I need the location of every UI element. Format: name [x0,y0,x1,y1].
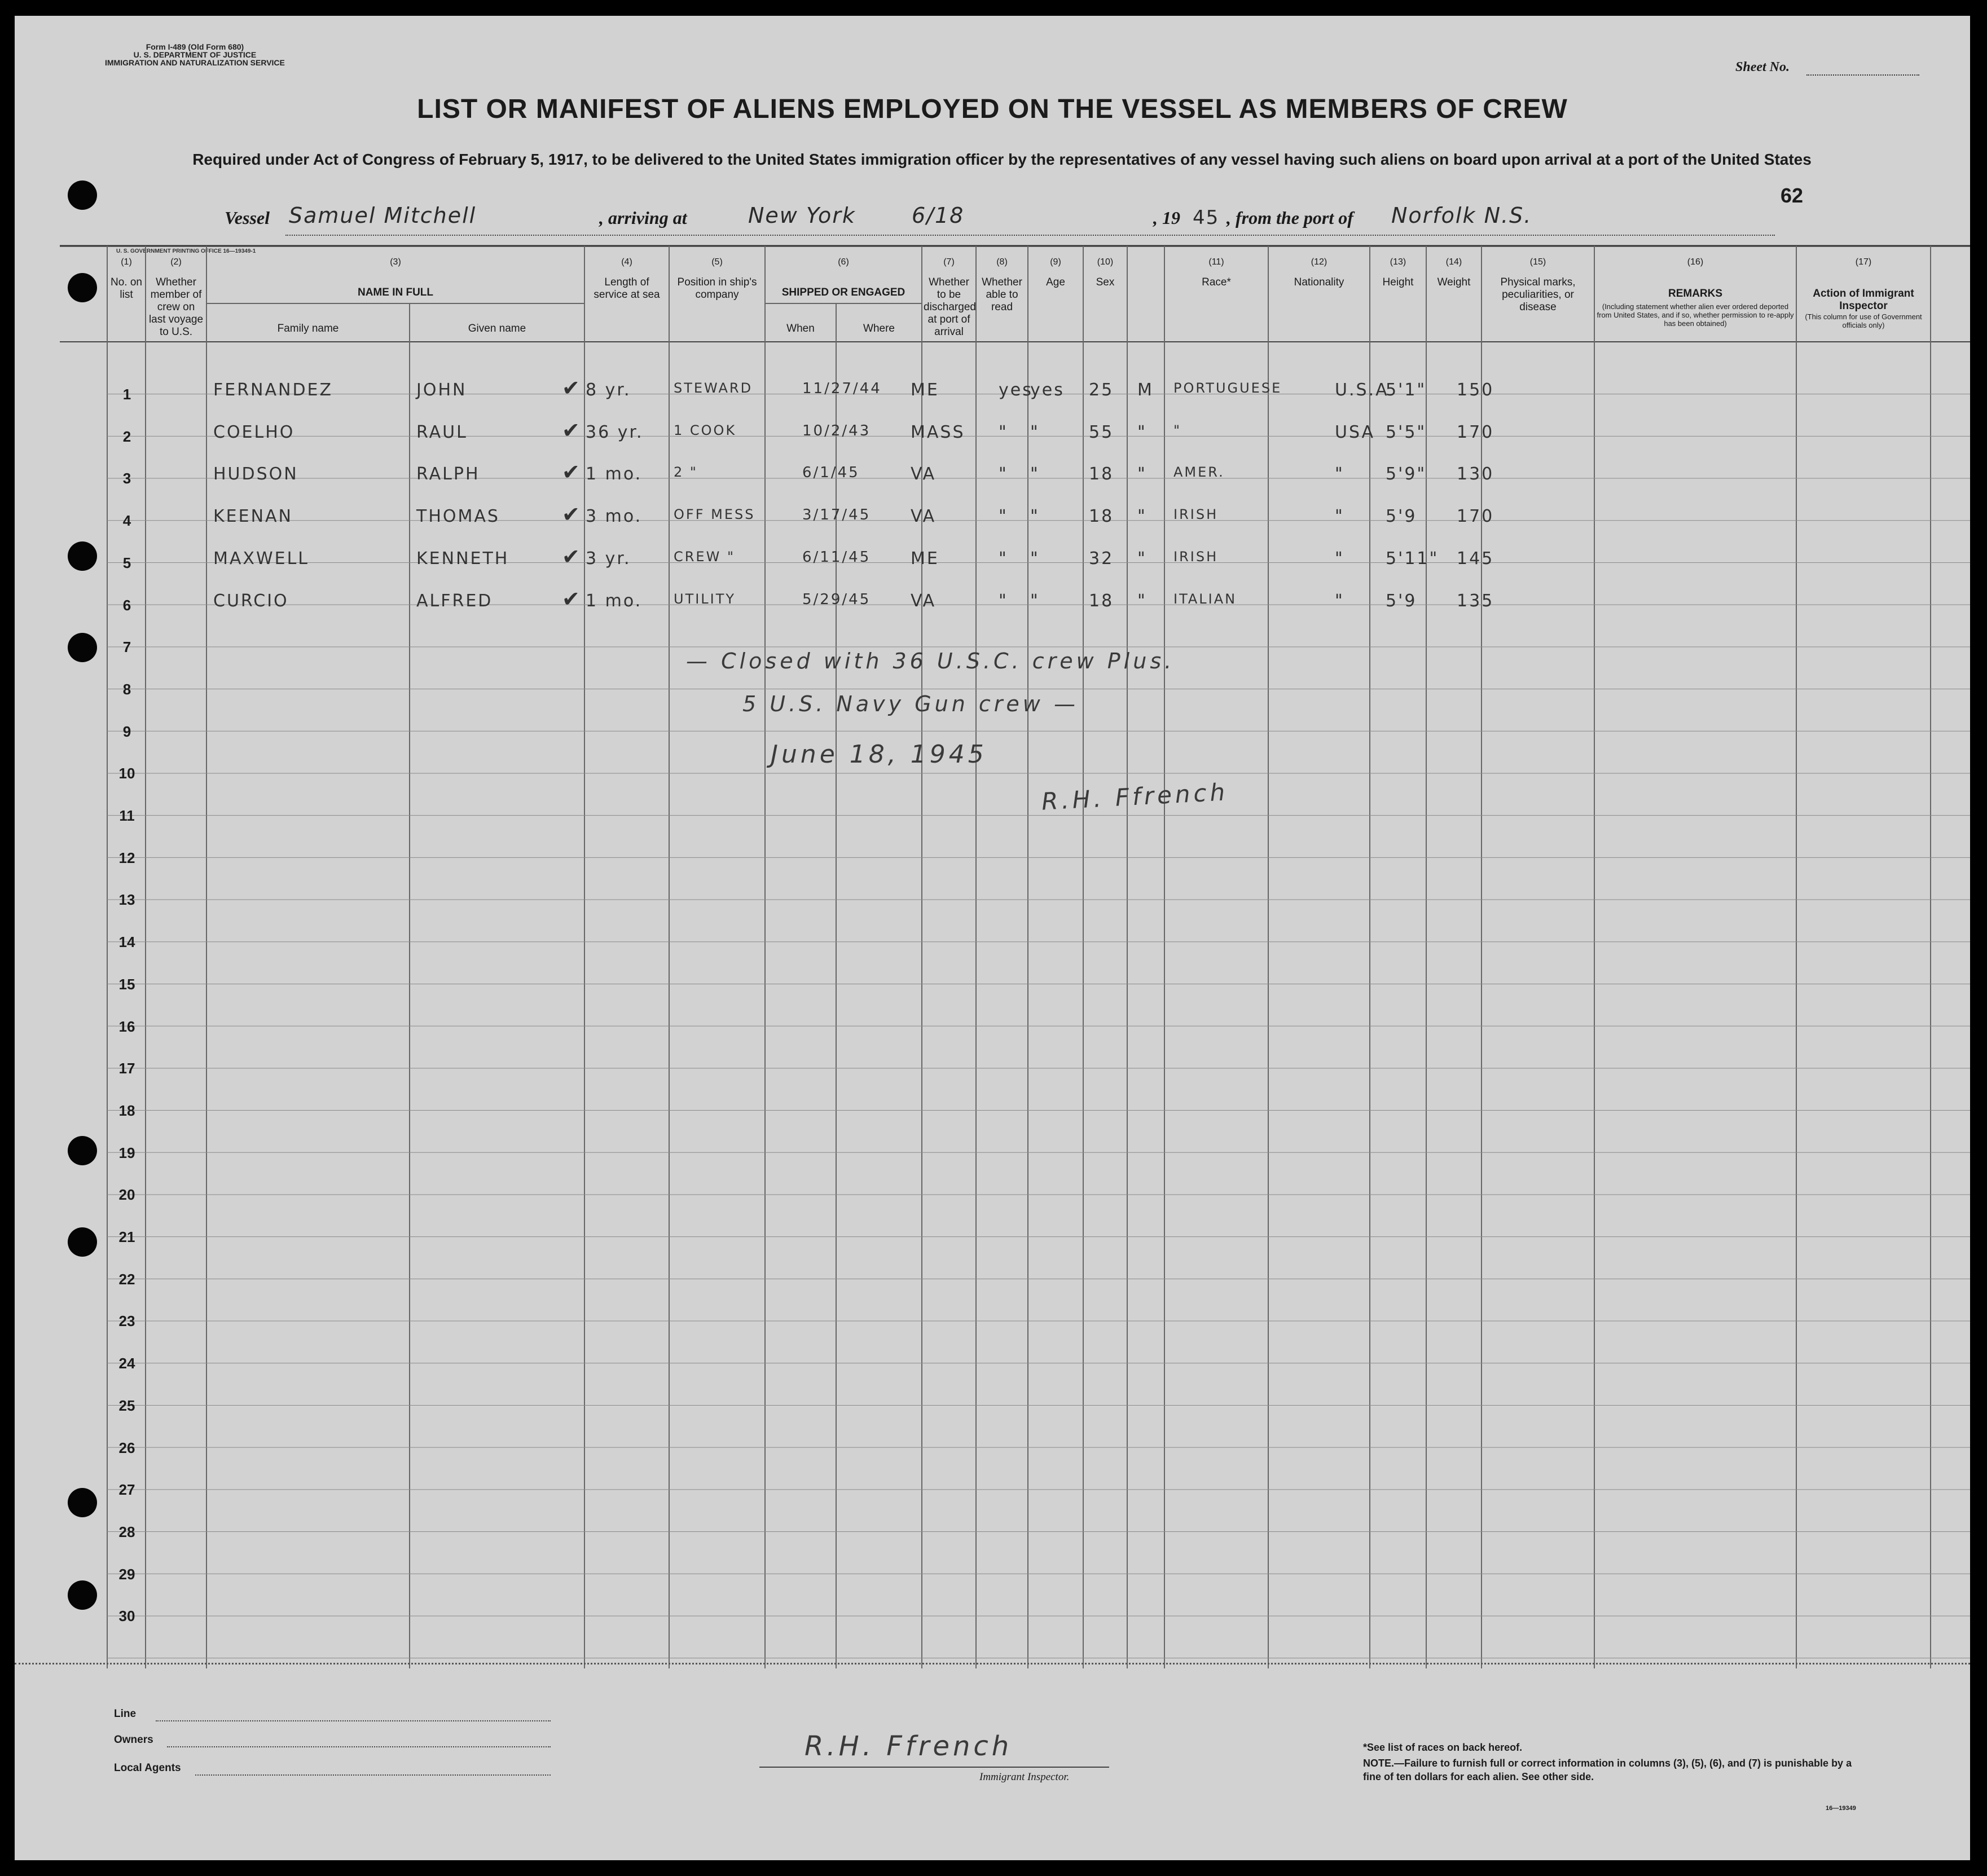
column-number: (1) [121,257,132,267]
row-number: 16 [118,1018,135,1035]
column-header-label: Action of Immigrant Inspector [1813,288,1914,312]
row-number: 23 [118,1313,135,1330]
cell-race: ITALIAN [1173,591,1237,607]
column-header-label: Age [1046,276,1065,288]
cell-age: 32 [1089,548,1114,569]
cell-nationality: " [1335,464,1344,485]
footer-local-agents-label: Local Agents [114,1762,181,1774]
cell-to-be-discharged: " [999,507,1008,527]
footer-form-code: 16—19349 [1826,1805,1856,1812]
vessel-label: Vessel [225,208,270,228]
form-number: Form I-489 (Old Form 680) [146,42,244,51]
cell-shipped-where: VA [911,507,937,527]
cell-position: STEWARD [674,380,753,396]
cell-shipped-where: ME [911,380,939,400]
column-header-label: Whether able to read [982,276,1022,313]
row-number: 2 [122,428,131,445]
cell-height: 5'1" [1386,380,1427,400]
row-number: 22 [118,1270,135,1288]
column-header-label: Whether member of crew on last voyage to U.S. [148,276,204,338]
cell-given-name: KENNETH [416,548,509,569]
inspector-signature: R.H. Ffrench [805,1730,1013,1762]
check-mark-icon: ✔ [562,460,582,485]
closing-note-2: 5 U.S. Navy Gun crew — [742,692,1079,716]
cell-given-name: RAUL [416,422,468,442]
column-header-label: NAME IN FULL [357,287,434,298]
cell-shipped-where: VA [911,464,937,485]
cell-race: AMER. [1173,464,1225,481]
cell-length-of-service: 36 yr. [586,422,644,442]
cell-length-of-service: 1 mo. [586,591,643,611]
row-number: 30 [118,1608,135,1625]
cell-shipped-when: 11/27/44 [802,380,882,397]
cell-nationality: U.S.A [1335,380,1389,400]
cell-to-be-discharged: " [999,464,1008,485]
check-mark-icon: ✔ [562,586,582,611]
row-number: 29 [118,1565,135,1583]
row-number: 10 [118,765,135,782]
column-header-label: REMARKS [1668,288,1723,300]
column-header-label: Nationality [1294,276,1344,288]
column-number: (3) [390,257,401,267]
cell-position: CREW " [674,548,735,565]
cell-shipped-when: 10/2/43 [802,422,871,439]
footer-owners-label: Owners [114,1734,153,1746]
page-number: 62 [1781,184,1804,207]
cell-nationality: USA [1335,422,1375,442]
cell-weight: 170 [1457,422,1494,442]
cell-sex: " [1137,464,1147,485]
arriving-label: , arriving at [599,208,687,228]
cell-family-name: COELHO [213,422,295,442]
row-number: 9 [122,723,131,740]
column-number: (2) [170,257,182,267]
cell-able-to-read: " [1030,507,1040,527]
cell-sex: " [1137,591,1147,611]
from-port-label: , from the port of [1227,208,1353,228]
check-mark-icon: ✔ [562,502,582,527]
column-header-label: Length of service at sea [594,276,660,301]
cell-shipped-when: 6/11/45 [802,548,871,566]
cell-age: 18 [1089,507,1114,527]
column-number: (7) [943,257,955,267]
column-header-label: Physical marks, peculiarities, or disease [1500,276,1576,313]
cell-height: 5'9" [1386,464,1427,485]
cell-race: IRISH [1173,548,1219,565]
cell-to-be-discharged: yes [999,380,1033,400]
cell-position: 1 COOK [674,422,737,438]
page-subtitle: Required under Act of Congress of February 5, 1917, to be delivered to the United States immigration officer by the representatives of any vessel having such aliens on board upon arrival at a port of the United States [192,151,1812,168]
cell-family-name: FERNANDEZ [213,380,333,400]
row-number: 3 [122,470,131,487]
row-number: 25 [118,1397,135,1414]
department-name: U. S. DEPARTMENT OF JUSTICE [133,50,257,59]
column-subheader: When [786,323,815,334]
cell-length-of-service: 3 mo. [586,507,643,527]
column-number: (13) [1390,257,1406,267]
column-number: (14) [1445,257,1462,267]
cell-sex: " [1137,507,1147,527]
cell-able-to-read: " [1030,548,1040,569]
cell-family-name: MAXWELL [213,548,310,569]
column-header-label: Height [1382,276,1414,288]
cell-shipped-when: 3/17/45 [802,507,871,524]
cell-given-name: RALPH [416,464,480,485]
cell-weight: 150 [1457,380,1494,400]
column-number: (11) [1208,257,1224,267]
column-number: (15) [1529,257,1546,267]
column-header-label: Sex [1096,276,1115,288]
column-subheader: Where [863,323,895,334]
column-header-label: SHIPPED OR ENGAGED [781,287,905,298]
footnote-note: NOTE.—Failure to furnish full or correct information in columns (3), (5), (6), and (7) is punishable by a fine of ten dollars for each alien. See other side. [1363,1758,1852,1782]
signature-mid: R.H. Ffrench [1040,778,1229,816]
cell-height: 5'9 [1386,591,1417,611]
check-mark-icon: ✔ [562,376,582,400]
column-header-note: (This column for use of Government officials only) [1805,312,1922,329]
row-number: 11 [119,807,135,824]
cell-given-name: THOMAS [416,507,500,527]
row-number: 19 [118,1144,135,1161]
manifest-sheet [15,16,1970,1860]
cell-weight: 135 [1457,591,1494,611]
row-number: 1 [122,386,131,403]
cell-shipped-where: VA [911,591,937,611]
cell-to-be-discharged: " [999,548,1008,569]
from-port: Norfolk N.S. [1391,203,1532,228]
cell-shipped-when: 5/29/45 [802,591,871,608]
cell-able-to-read: yes [1030,380,1065,400]
cell-to-be-discharged: " [999,591,1008,611]
column-number: (10) [1097,257,1114,267]
cell-age: 55 [1089,422,1114,442]
row-number: 6 [122,596,131,614]
cell-race: IRISH [1173,507,1219,523]
cell-position: OFF MESS [674,507,755,523]
column-number: (6) [838,257,849,267]
cell-length-of-service: 1 mo. [586,464,643,485]
cell-sex: M [1137,380,1154,400]
cell-height: 5'9 [1386,507,1417,527]
cell-shipped-where: MASS [911,422,965,442]
row-number: 8 [122,680,131,698]
cell-able-to-read: " [1030,591,1040,611]
cell-position: UTILITY [674,591,736,607]
row-number: 5 [122,554,131,571]
check-mark-icon: ✔ [562,544,582,569]
row-number: 24 [118,1355,135,1372]
check-mark-icon: ✔ [562,417,582,443]
column-subheader: Family name [277,323,339,334]
cell-given-name: JOHN [416,380,467,400]
arrival-year: 45 [1193,206,1220,229]
cell-family-name: CURCIO [213,591,289,611]
column-header-note: (Including statement whether alien ever ordered deported from United States, and if so, whether permission to re-apply has been obtained) [1597,302,1794,328]
vessel-name: Samuel Mitchell [289,203,477,228]
inspector-signature-line [759,1767,1109,1768]
column-header-label: No. on list [111,276,142,301]
cell-age: 18 [1089,464,1114,485]
column-number: (9) [1050,257,1061,267]
row-number: 21 [118,1228,135,1245]
row-number: 14 [118,933,135,951]
sheet-no-label: Sheet No. [1735,60,1790,74]
closing-note-3: June 18, 1945 [771,740,987,769]
row-number: 7 [122,638,131,656]
column-number: (8) [996,257,1008,267]
row-number: 18 [118,1102,135,1119]
service-name: IMMIGRATION AND NATURALIZATION SERVICE [105,58,285,67]
cell-able-to-read: " [1030,464,1040,485]
cell-length-of-service: 3 yr. [586,548,631,569]
row-number: 20 [118,1186,135,1204]
column-header-label: Whether to be discharged at port of arrival [924,276,976,338]
cell-weight: 170 [1457,507,1494,527]
row-number: 15 [118,975,135,993]
footer-line-label: Line [114,1708,137,1720]
column-number: (12) [1311,257,1327,267]
cell-age: 18 [1089,591,1114,611]
cell-given-name: ALFRED [416,591,493,611]
line-underline [156,1720,551,1721]
cell-height: 5'11" [1386,548,1439,569]
column-header-label: Weight [1437,276,1471,288]
cell-family-name: KEENAN [213,507,293,527]
column-subheader: Given name [468,323,526,334]
cell-weight: 130 [1457,464,1494,485]
cell-able-to-read: " [1030,422,1040,442]
cell-sex: " [1137,548,1147,569]
owners-underline [167,1746,551,1747]
column-header-label: Race* [1202,276,1231,288]
cell-position: 2 " [674,464,698,481]
arrival-date: 6/18 [912,203,965,228]
arriving-at: New York [748,203,856,228]
cell-nationality: " [1335,591,1344,611]
cell-nationality: " [1335,548,1344,569]
cell-length-of-service: 8 yr. [586,380,631,400]
column-number: (16) [1687,257,1704,267]
column-number: (5) [711,257,723,267]
column-number: (17) [1855,257,1872,267]
cell-family-name: HUDSON [213,464,298,485]
cell-to-be-discharged: " [999,422,1008,442]
agents-underline [195,1774,551,1776]
page-title: LIST OR MANIFEST OF ALIENS EMPLOYED ON THE VESSEL AS MEMBERS OF CREW [417,94,1568,124]
footer-separator [15,1663,1970,1664]
row-number: 4 [122,512,131,530]
year-prefix: , 19 [1153,208,1180,228]
row-number: 28 [118,1523,135,1540]
gpo-imprint: U. S. GOVERNMENT PRINTING OFFICE 16—19349-1 [116,248,256,254]
cell-age: 25 [1089,380,1114,400]
cell-race: PORTUGUESE [1173,380,1282,396]
column-number: (4) [621,257,632,267]
cell-shipped-when: 6/1/45 [802,464,860,482]
cell-nationality: " [1335,507,1344,527]
cell-weight: 145 [1457,548,1494,569]
column-header-label: Position in ship's company [677,276,757,301]
row-number: 27 [118,1481,135,1499]
row-number: 13 [118,891,135,909]
cell-height: 5'5" [1386,422,1427,442]
row-number: 26 [118,1439,135,1456]
cell-race: " [1173,422,1182,438]
row-number: 17 [118,1060,135,1077]
row-number: 12 [118,849,135,866]
inspector-label: Immigrant Inspector. [979,1771,1070,1783]
closing-note-1: — Closed with 36 U.S.C. crew Plus. [686,649,1175,673]
footnote-race: *See list of races on back hereof. [1363,1742,1523,1753]
cell-sex: " [1137,422,1147,442]
cell-shipped-where: ME [911,548,939,569]
